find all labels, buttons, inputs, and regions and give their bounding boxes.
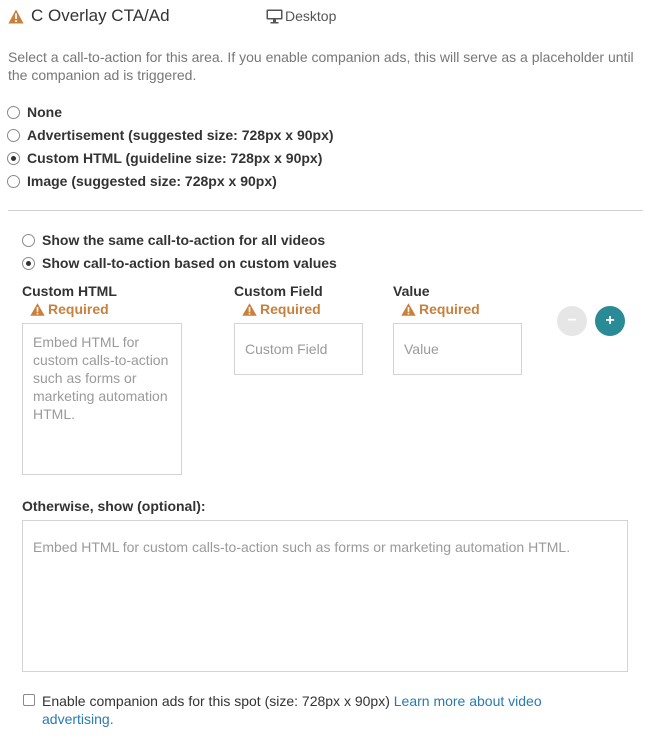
required-text: Required (419, 301, 480, 317)
mode-option-label: Show call-to-action based on custom values (42, 255, 337, 271)
device-indicator (266, 8, 336, 24)
radio-advertisement[interactable] (7, 129, 20, 142)
monitor-icon (266, 9, 283, 24)
custom-field-required (242, 301, 321, 317)
warning-icon (30, 303, 45, 316)
mode-option-label: Show the same call-to-action for all videos (42, 232, 326, 248)
cta-option-advertisement[interactable] (7, 127, 334, 143)
cta-option-label: Advertisement (suggested size: 728px x 90px) (27, 127, 334, 143)
custom-html-required (30, 301, 109, 317)
otherwise-label: Otherwise, show (optional): (22, 498, 206, 514)
divider (8, 210, 643, 211)
minus-icon: − (567, 312, 577, 329)
warning-icon (242, 303, 257, 316)
custom-html-placeholder: Embed HTML for custom calls-to-action such as forms or marketing automation HTML. (33, 334, 169, 422)
companion-ads-text: Enable companion ads for this spot (size: 728px x 90px) (42, 693, 394, 709)
cta-option-image[interactable] (7, 173, 277, 189)
radio-same-cta[interactable] (22, 234, 35, 247)
cta-option-label: None (27, 104, 62, 120)
section-description: Select a call-to-action for this area. If you enable companion ads, this will serve as a placeholder until the companion ad is triggered. (8, 49, 634, 83)
value-input[interactable] (393, 323, 522, 375)
companion-ads-label (42, 692, 602, 728)
learn-more-link[interactable]: Learn more about video advertising. (42, 693, 542, 727)
radio-custom-html[interactable] (7, 152, 20, 165)
radio-custom-values[interactable] (22, 257, 35, 270)
cta-option-label: Image (suggested size: 728px x 90px) (27, 173, 277, 189)
mode-option-custom-values[interactable] (22, 255, 337, 271)
required-text: Required (260, 301, 321, 317)
warning-icon (401, 303, 416, 316)
cta-option-custom-html[interactable] (7, 150, 322, 166)
custom-field-label: Custom Field (234, 283, 323, 299)
value-required (401, 301, 480, 317)
device-label: Desktop (285, 8, 337, 24)
value-placeholder: Value (404, 341, 439, 357)
section-title-text: C Overlay CTA/Ad (31, 6, 170, 25)
mode-option-same[interactable] (22, 232, 325, 248)
value-label: Value (393, 283, 430, 299)
section-title (8, 6, 170, 26)
add-row-button[interactable] (595, 306, 625, 336)
otherwise-textarea[interactable] (22, 520, 628, 672)
plus-icon: + (605, 312, 615, 329)
companion-ads-checkbox[interactable] (23, 694, 35, 706)
required-text: Required (48, 301, 109, 317)
cta-option-label: Custom HTML (guideline size: 728px x 90px) (27, 150, 323, 166)
custom-field-placeholder: Custom Field (245, 341, 328, 357)
otherwise-placeholder: Embed HTML for custom calls-to-action such as forms or marketing automation HTML. (33, 539, 571, 555)
custom-html-label: Custom HTML (22, 283, 117, 299)
custom-field-input[interactable] (234, 323, 363, 375)
radio-none[interactable] (7, 106, 20, 119)
warning-icon (8, 9, 24, 24)
cta-option-none[interactable] (7, 104, 62, 120)
custom-html-textarea[interactable] (22, 323, 182, 475)
remove-row-button[interactable] (557, 306, 587, 336)
radio-image[interactable] (7, 175, 20, 188)
